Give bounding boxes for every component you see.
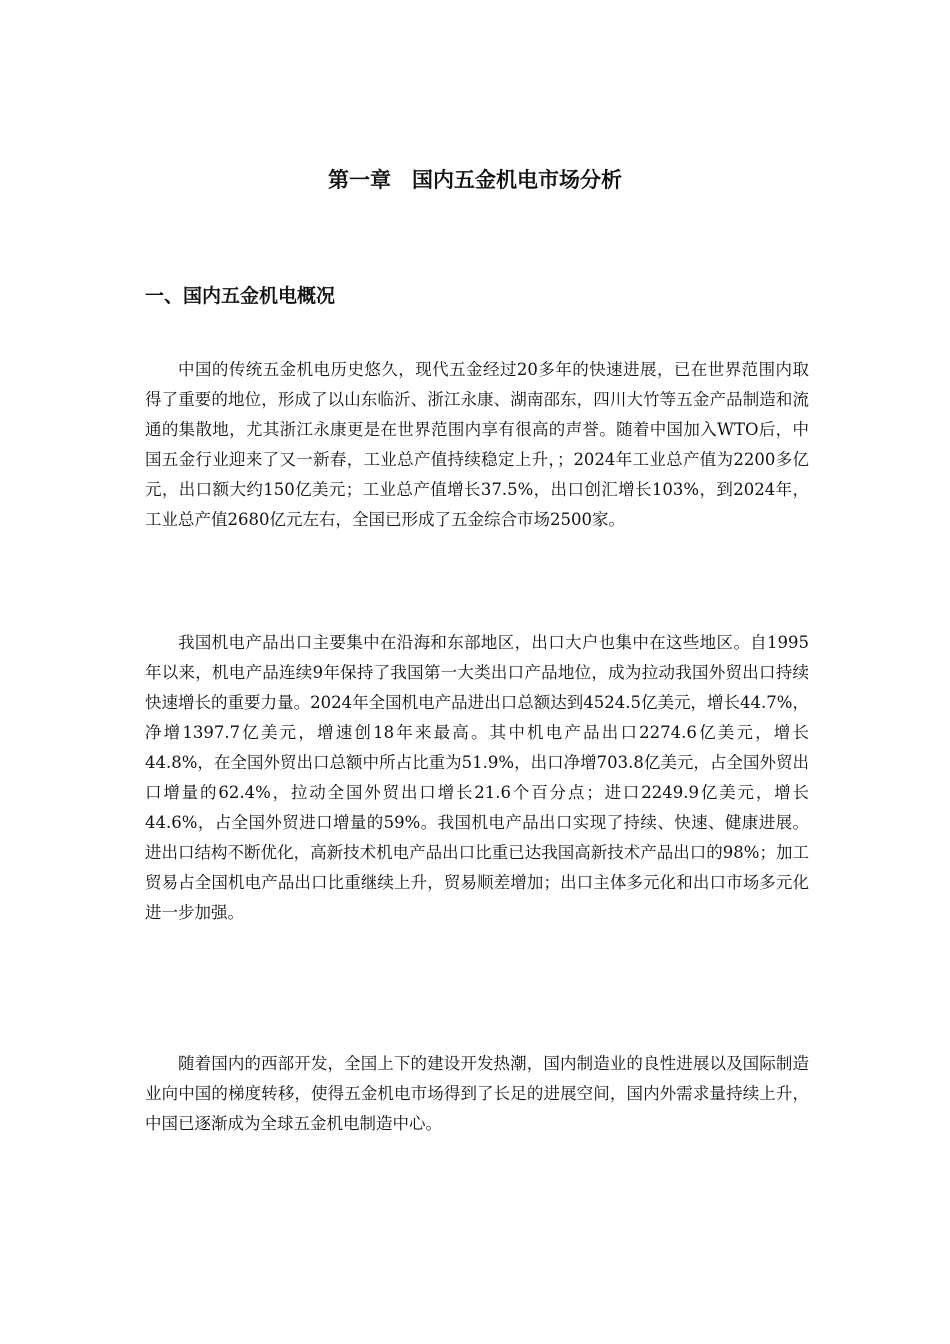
body-paragraph: 我国机电产品出口主要集中在沿海和东部地区，出口大户也集中在这些地区。自1995年以来，机电产品连续9年保持了我国第一大类出口产品地位，成为拉动我国外贸出口持续快速增长的重要力量。2024年全国机电产品进出口总额达到4524.5亿美元，增长44.7%，净增1397.7亿美元，增速创18年来最高。其中机电产品出口2274.6亿美元，增长44.8%，在全国外贸出口总额中所占比重为51.9%，出口净增703.8亿美元，占全国外贸出口增量的62.4%，拉动全国外贸出口增长21.6个百分点；进口2249.9亿美元，增长44.6%，占全国外贸进口增量的59%。我国机电产品出口实现了持续、快速、健康进展。进出口结构不断优化，高新技术机电产品出口比重已达我国高新技术产品出口的98%；加工贸易占全国机电产品出口比重继续上升，贸易顺差增加；出口主体多元化和出口市场多元化进一步加强。 xyxy=(145,633,809,922)
chapter-title: 第一章 国内五金机电市场分析 xyxy=(328,168,622,192)
body-paragraph: 随着国内的西部开发，全国上下的建设开发热潮，国内制造业的良性进展以及国际制造业向中国的梯度转移，使得五金机电市场得到了长足的进展空间，国内外需求量持续上升，中国已逐渐成为全球五金机电制造中心。 xyxy=(145,1054,809,1133)
body-paragraph: 中国的传统五金机电历史悠久，现代五金经过20多年的快速进展，已在世界范围内取得了重要的地位，形成了以山东临沂、浙江永康、湖南邵东，四川大竹等五金产品制造和流通的集散地，尤其浙江永康更是在世界范围内享有很高的声誉。随着中国加入WTO后，中国五金行业迎来了又一新春，工业总产值持续稳定上升，；2024年工业总产值为2200多亿元，出口额大约150亿美元；工业总产值增长37.5%，出口创汇增长103%，到2024年，工业总产值2680亿元左右，全国已形成了五金综合市场2500家。 xyxy=(145,360,809,529)
section-heading: 一、国内五金机电概况 xyxy=(145,285,336,307)
